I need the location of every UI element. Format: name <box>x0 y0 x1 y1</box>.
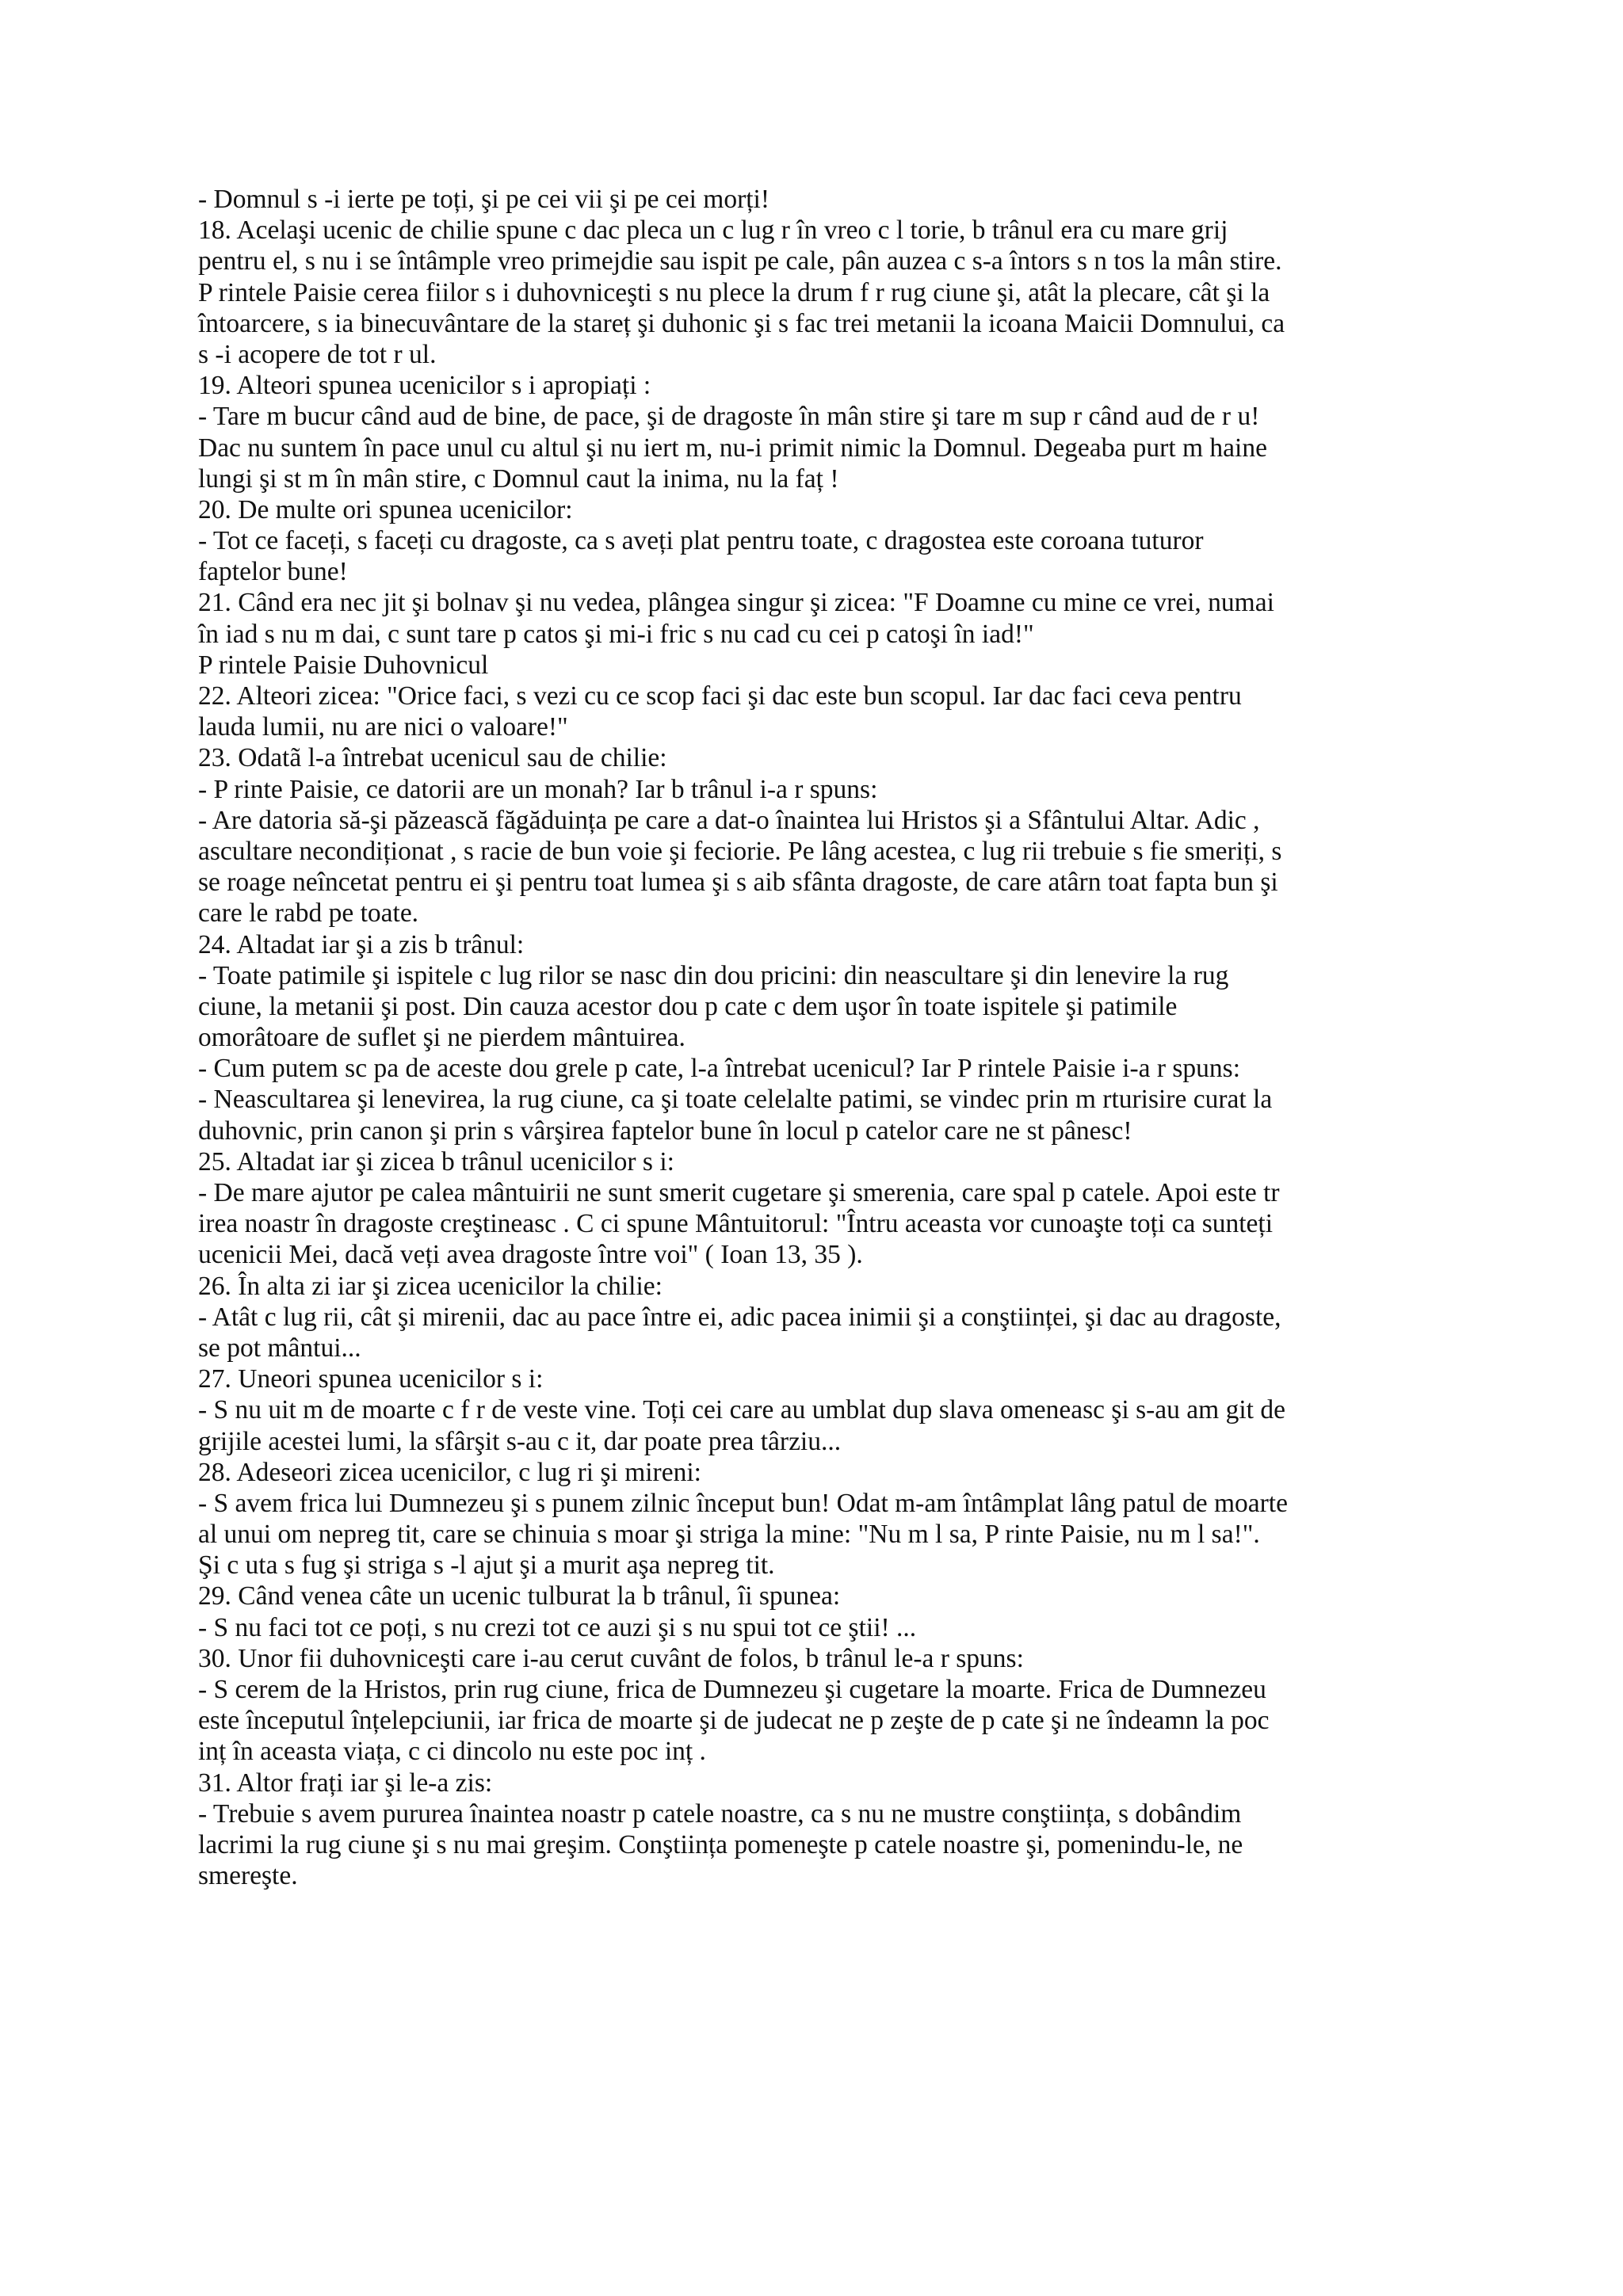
text-line: - Trebuie s avem pururea înaintea noastr p catele noastre, ca s nu ne mustre conştiința, s dobândim <box>198 1798 1242 1829</box>
text-line: - Cum putem sc pa de aceste dou grele p cate, l-a întrebat ucenicul? Iar P rintele Paisie i-a r spuns: <box>198 1054 1241 1084</box>
text-line: ascultare necondiționat , s racie de bun voie şi feciorie. Pe lâng acestea, c lug rii trebuie s fie smeriți, s <box>198 836 1282 866</box>
text-line: se roage neîncetat pentru ei şi pentru toat lumea şi s aib sfânta dragoste, de care atârn toat fapta bun şi <box>198 868 1278 898</box>
text-line: 26. În alta zi iar şi zicea ucenicilor la chilie: <box>198 1271 663 1301</box>
text-line: - Are datoria să-şi păzească făgăduința pe care a dat-o înaintea lui Hristos şi a Sfântului Altar. Adic , <box>198 805 1260 835</box>
text-line: 25. Altadat iar şi zicea b trânul ucenicilor s i: <box>198 1146 674 1177</box>
text-line: 31. Altor frați iar şi le-a zis: <box>198 1768 493 1798</box>
text-line: ucenicii Mei, dacă veți avea dragoste între voi" ( Ioan 13, 35 ). <box>198 1240 863 1270</box>
text-line: P rintele Paisie Duhovnicul <box>198 650 489 680</box>
text-line: 27. Uneori spunea ucenicilor s i: <box>198 1364 544 1394</box>
text-line: - S nu uit m de moarte c f r de veste vine. Toți cei care au umblat dup slava omeneasc şi s-au am git de <box>198 1395 1285 1425</box>
text-line: P rintele Paisie cerea fiilor s i duhovniceşti s nu plece la drum f r rug ciune şi, atât la plecare, cât şi la <box>198 277 1270 307</box>
text-line: lauda lumii, nu are nici o valoare!" <box>198 712 568 742</box>
text-line: se pot mântui... <box>198 1333 361 1363</box>
text-line: - De mare ajutor pe calea mântuirii ne sunt smerit cugetare şi smerenia, care spal p catele. Apoi este tr <box>198 1178 1280 1207</box>
text-line: 23. Odatã l-a întrebat ucenicul sau de chilie: <box>198 743 667 773</box>
text-line: întoarcere, s ia binecuvântare de la stareț şi duhonic şi s fac trei metanii la icoana Maicii Domnului, ca <box>198 308 1285 338</box>
text-line: inț în aceasta viața, c ci dincolo nu este poc inț . <box>198 1737 706 1767</box>
text-line: irea noastr în dragoste creştineasc . C ci spune Mântuitorul: "Întru aceasta vor cunoaşte toți ca sunteți <box>198 1209 1274 1239</box>
text-line: omorâtoare de suflet şi ne pierdem mântuirea. <box>198 1023 685 1053</box>
text-line: lungi şi st m în mân stire, c Domnul caut la inima, nu la faț ! <box>198 463 839 494</box>
text-line: - S nu faci tot ce poți, s nu crezi tot ce auzi şi s nu spui tot ce ştii! ... <box>198 1612 917 1642</box>
text-line: - S avem frica lui Dumnezeu şi s punem zilnic început bun! Odat m-am întâmplat lâng patul de moarte <box>198 1488 1288 1518</box>
text-line: 30. Unor fii duhovniceşti care i-au cerut cuvânt de folos, b trânul le-a r spuns: <box>198 1643 1024 1673</box>
text-line: - Toate patimile şi ispitele c lug rilor se nasc din dou pricini: din neascultare şi din lenevire la rug <box>198 960 1229 990</box>
text-line: 22. Alteori zicea: "Orice faci, s vezi cu ce scop faci şi dac este bun scopul. Iar dac faci ceva pentru <box>198 681 1242 711</box>
text-line: duhovnic, prin canon şi prin s vârşirea faptelor bune în locul p catelor care ne st pânesc! <box>198 1116 1132 1146</box>
text-line: pentru el, s nu i se întâmple vreo primejdie sau ispit pe cale, pân auzea c s-a întors s n tos la mân stire. <box>198 246 1282 277</box>
text-line: 24. Altadat iar şi a zis b trânul: <box>198 929 525 959</box>
text-line: - Neascultarea şi lenevirea, la rug ciune, ca şi toate celelalte patimi, se vindec prin m rturisire curat la <box>198 1085 1273 1115</box>
text-line: 29. Când venea câte un ucenic tulburat la b trânul, îi spunea: <box>198 1581 841 1611</box>
text-line: s -i acopere de tot r ul. <box>198 339 437 369</box>
text-line: 21. Când era nec jit şi bolnav şi nu vedea, plângea singur şi zicea: "F Doamne cu mine ce vrei, numai <box>198 588 1274 618</box>
text-line: 20. De multe ori spunea ucenicilor: <box>198 494 573 524</box>
text-line: - Tare m bucur când aud de bine, de pace, şi de dragoste în mân stire şi tare m sup r când aud de r u! <box>198 402 1260 432</box>
text-line: Şi c uta s fug şi striga s -l ajut şi a murit aşa nepreg tit. <box>198 1550 775 1581</box>
text-line: grijile acestei lumi, la sfârşit s-au c it, dar poate prea târziu... <box>198 1426 842 1456</box>
text-line: în iad s nu m dai, c sunt tare p catos şi mi-i fric s nu cad cu cei p catoşi în iad!" <box>198 619 1034 649</box>
text-line: Dac nu suntem în pace unul cu altul şi nu iert m, nu-i primit nimic la Domnul. Degeaba purt m haine <box>198 433 1267 463</box>
text-line: - Tot ce faceți, s faceți cu dragoste, ca s aveți plat pentru toate, c dragostea este coroana tuturor <box>198 526 1204 556</box>
text-line: care le rabd pe toate. <box>198 898 419 929</box>
document-body <box>198 184 1450 1891</box>
text-line: este începutul înțelepciunii, iar frica de moarte şi de judecat ne p zeşte de p cate şi ne îndeamn la poc <box>198 1706 1270 1736</box>
text-line: - Atât c lug rii, cât şi mirenii, dac au pace între ei, adic pacea inimii şi a conştiinței, şi dac au dragoste, <box>198 1302 1281 1332</box>
text-line: - S cerem de la Hristos, prin rug ciune, frica de Dumnezeu şi cugetare la moarte. Frica de Dumnezeu <box>198 1675 1266 1704</box>
text-line: 18. Acelaşi ucenic de chilie spune c dac pleca un c lug r în vreo c l torie, b trânul era cu mare grij <box>198 215 1228 246</box>
text-line: - P rinte Paisie, ce datorii are un monah? Iar b trânul i-a r spuns: <box>198 774 878 804</box>
text-line: - Domnul s -i ierte pe toți, şi pe cei vii şi pe cei morți! <box>198 185 770 214</box>
text-line: ciune, la metanii şi post. Din cauza acestor dou p cate c dem uşor în toate ispitele şi patimile <box>198 991 1178 1021</box>
text-line: smereşte. <box>198 1861 298 1891</box>
text-line: 19. Alteori spunea ucenicilor s i apropiați : <box>198 371 651 401</box>
text-line: lacrimi la rug ciune şi s nu mai greşim. Conştiința pomeneşte p catele noastre şi, pomenindu-le, ne <box>198 1829 1243 1859</box>
text-line: al unui om nepreg tit, care se chinuia s moar şi striga la mine: "Nu m l sa, P rinte Paisie, nu m l sa!". <box>198 1520 1260 1550</box>
text-line: 28. Adeseori zicea ucenicilor, c lug ri şi mireni: <box>198 1457 701 1487</box>
text-line: faptelor bune! <box>198 557 348 587</box>
